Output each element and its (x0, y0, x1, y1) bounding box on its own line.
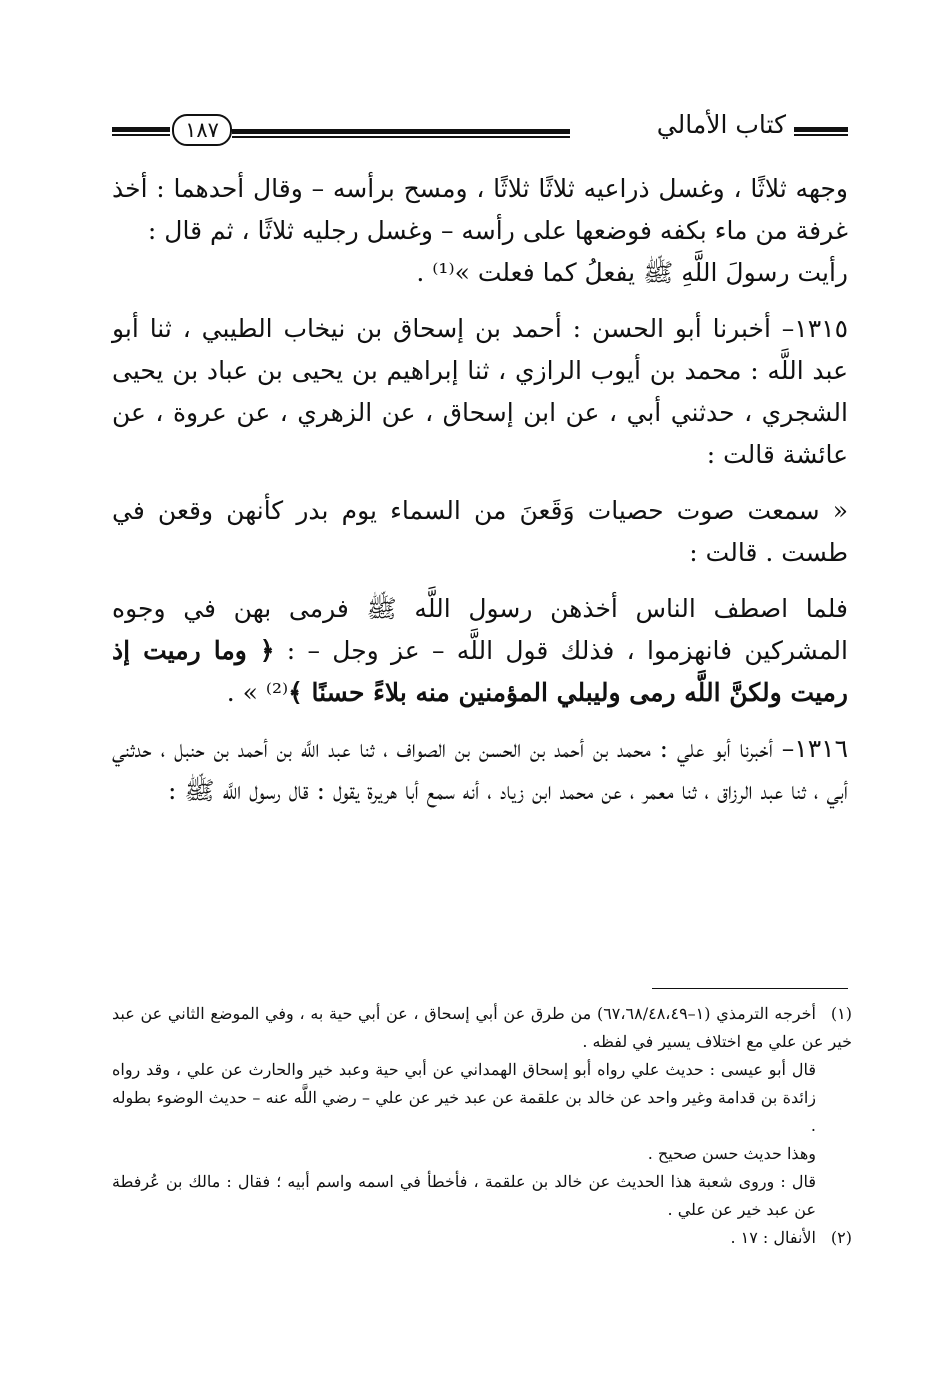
hadith-1316: ١٣١٦– أخبرنا أبو علي : محمد بن أحمد بن الحسن بن الصواف ، ثنا عبد اللَّه بن أحمد بن حنبل ، حدثني أبي ، ثنا عبد الرزاق ، ثنا معمر ، عن محمد ابن زياد ، أنه سمع أبا هريرة يقول : قال رسول اللَّه ﷺ : (112, 734, 848, 805)
header-rule-right-thin (794, 134, 848, 136)
header-rule-middle-thick (232, 129, 570, 134)
running-header (112, 108, 848, 148)
quran-verse: ﴿ وما رميت إذ رميت ولكنَّ اللَّه رمى وليبلي المؤمنين منه بلاءً حسنًا ﴾ (112, 636, 848, 707)
page-number: ١٨٧ (172, 114, 232, 146)
footnote-1-line-1: (١)أخرجه الترمذي (١–٦٧،٦٨/٤٨،٤٩) من طرق عن أبي إسحاق ، عن أبي حية به ، وفي الموضع الثاني عن عبد خير عن علي مع اختلاف يسير في لفظه . (112, 1000, 852, 1056)
footnotes (112, 1000, 852, 1252)
header-rule-left-thin (112, 134, 170, 136)
verse-footnote-ref: ⁽²⁾ » . (226, 678, 289, 707)
main-text (112, 168, 848, 812)
hadith-1315-quote: « سمعت صوت حصيات وَقَعنَ من السماء يوم بدر كأنهن وقعن في طست . قالت : (112, 496, 848, 567)
book-title: كتاب الأمالي (656, 110, 786, 139)
footnote-1-line-4: قال : وروى شعبة هذا الحديث عن خالد بن علقمة ، فأخطأ في اسمه واسم أبيه ؛ فقال : مالك بن عُرفطة عن عبد خير عن علي . (112, 1172, 816, 1219)
footnote-1-line-2: قال أبو عيسى : حديث علي رواه أبو إسحاق الهمداني عن أبي حية وعبد خير والحارث عن علي ، وقد رواه زائدة بن قدامة وغير واحد عن خالد بن علقمة عن عبد خير عن علي – رضي اللَّه عنه – حديث الوضوء بطوله . (112, 1060, 816, 1135)
hadith-1315: ١٣١٥– أخبرنا أبو الحسن : أحمد بن إسحاق بن نيخاب الطيبي ، ثنا أبو عبد اللَّه : محمد بن أيوب الرازي ، ثنا إبراهيم بن يحيى بن عباد بن يحيى الشجري ، حدثني أبي ، عن ابن إسحاق ، عن الزهري ، عن عروة ، عن عائشة قالت : (112, 314, 848, 469)
footnote-separator (652, 988, 848, 989)
header-rule-left-thick (112, 127, 170, 132)
hadith-1315-continuation (112, 588, 848, 714)
footnote-2: (٢)الأنفال : ١٧ . (112, 1224, 852, 1252)
footnote-1-number: (١) (830, 1004, 852, 1023)
paragraph-continuation: وجهه ثلاثًا ، وغسل ذراعيه ثلاثًا ثلاثًا ، ومسح برأسه – وقال أحدهما : أخذ غرفة من ماء بكفه فوضعها على رأسه – وغسل رجليه ثلاثًا ، ثم قال : (112, 174, 848, 245)
paragraph-quote-end: رأيت رسولَ اللَّهِ ﷺ يفعلُ كما فعلت »⁽¹⁾ . (416, 258, 848, 287)
header-rule-middle-thin (232, 136, 570, 138)
header-rule-right-thick (794, 127, 848, 132)
narration-text: فلما اصطف الناس أخذهن رسول اللَّه ﷺ فرمى بهن في وجوه المشركين فانهزموا ، فذلك قول اللَّه – عز وجل – : (112, 594, 848, 665)
footnote-1-line-3: وهذا حديث حسن صحيح . (647, 1144, 816, 1163)
footnote-2-number: (٢) (830, 1228, 852, 1247)
